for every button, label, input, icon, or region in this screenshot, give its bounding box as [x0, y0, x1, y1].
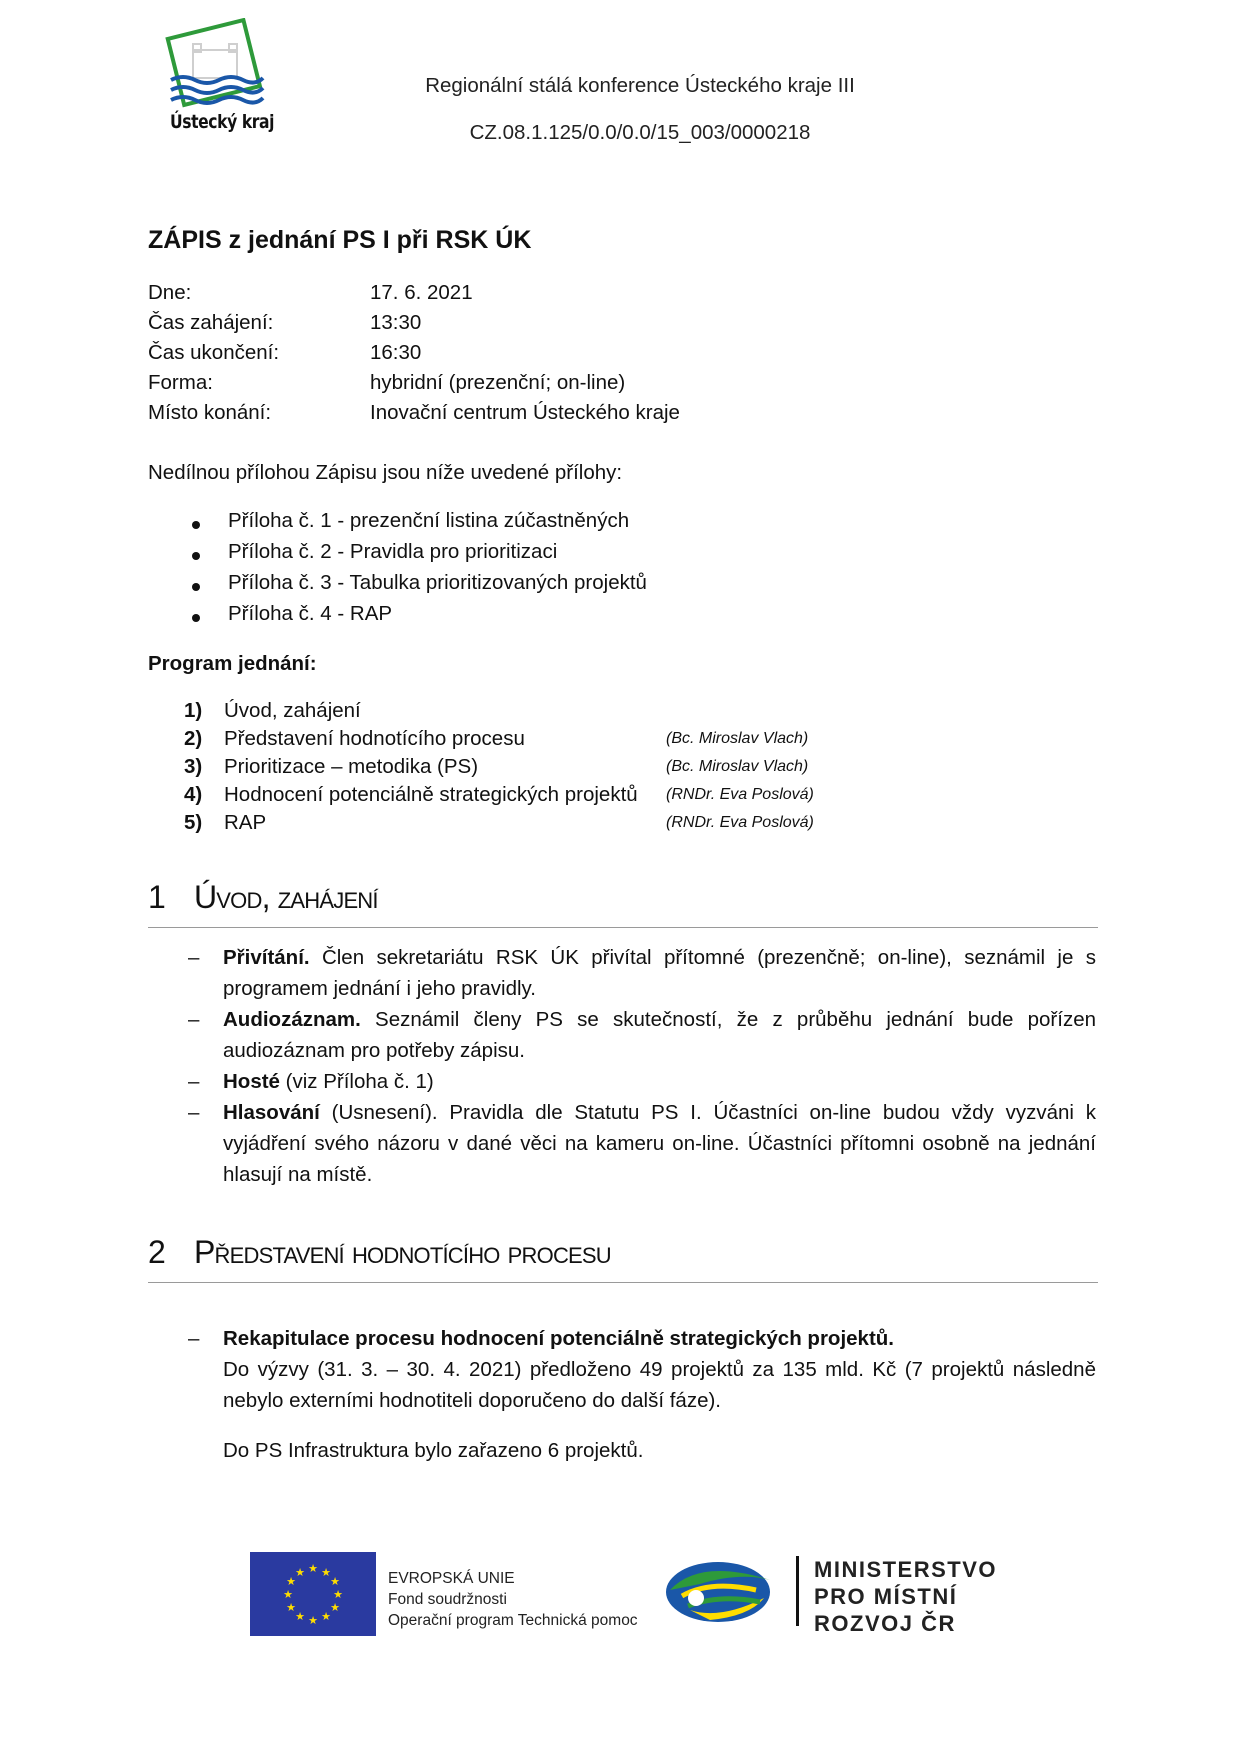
svg-text:★: ★	[308, 1614, 318, 1627]
program-item	[148, 811, 848, 839]
section-2-item-recap	[223, 1323, 1096, 1416]
eu-text	[388, 1568, 638, 1631]
logo-text: Ústecký kraj	[170, 111, 275, 133]
eu-line: Operační program Technická pomoc	[388, 1612, 638, 1629]
item-lead: Rekapitulace procesu hodnocení potenciálně strategických projektů.	[223, 1327, 894, 1350]
section-1-heading	[148, 875, 1098, 928]
svg-text:★: ★	[330, 1575, 340, 1588]
section-1-item-audio	[223, 1004, 1096, 1066]
dash-icon: –	[188, 1327, 200, 1350]
attachments-intro: Nedílnou přílohou Zápisu jsou níže uvedené přílohy:	[148, 461, 623, 484]
svg-text:★: ★	[286, 1575, 296, 1588]
dash-icon: –	[188, 1070, 200, 1093]
item-lead: Hosté	[223, 1070, 280, 1093]
dash-icon: –	[188, 946, 200, 969]
section-number: 1	[148, 879, 166, 915]
bullet-icon	[192, 521, 200, 529]
program-item-number: 1)	[184, 699, 203, 722]
program-item-number: 2)	[184, 727, 203, 750]
program-item	[148, 755, 848, 783]
mmr-text	[814, 1556, 997, 1637]
section-title: Představení hodnotícího procesu	[194, 1234, 611, 1270]
svg-text:★: ★	[330, 1601, 340, 1614]
mmr-logo-icon	[660, 1550, 780, 1630]
attachment-item: Příloha č. 4 - RAP	[228, 602, 393, 625]
attachment-item: Příloha č. 3 - Tabulka prioritizovaných projektů	[228, 571, 647, 594]
program-item	[148, 699, 848, 727]
dash-icon: –	[188, 1101, 200, 1124]
mmr-line: PRO MÍSTNÍ	[814, 1584, 958, 1609]
item-text: Člen sekretariátu RSK ÚK přivítal přítomné (prezenčně; on-line), seznámil je s programem jednání i jeho pravidly.	[223, 946, 1096, 1000]
item-text: Seznámil členy PS se skutečností, že z průběhu jednání bude pořízen audiozáznam pro potřeby zápisu.	[223, 1008, 1096, 1062]
item-text: (viz Příloha č. 1)	[279, 1070, 434, 1093]
program-item-presenter: (Bc. Miroslav Vlach)	[666, 730, 809, 747]
info-label: Čas zahájení:	[148, 311, 274, 334]
item-lead: Hlasování	[223, 1101, 320, 1124]
mmr-divider	[796, 1556, 799, 1626]
svg-text:★: ★	[283, 1588, 293, 1601]
svg-text:★: ★	[321, 1610, 331, 1623]
program-item-presenter: (RNDr. Eva Poslová)	[666, 814, 814, 831]
dash-icon: –	[188, 1008, 200, 1031]
section-2-note: Do PS Infrastruktura bylo zařazeno 6 projektů.	[223, 1439, 644, 1462]
info-value: Inovační centrum Ústeckého kraje	[370, 401, 680, 424]
bullet-icon	[192, 614, 200, 622]
header-conference: Regionální stálá konference Ústeckého kraje III	[425, 74, 855, 97]
program-item-number: 4)	[184, 783, 203, 806]
mmr-line: ROZVOJ ČR	[814, 1611, 956, 1636]
attachment-item: Příloha č. 2 - Pravidla pro prioritizaci	[228, 540, 558, 563]
item-text: (Usnesení). Pravidla dle Statutu PS I. Účastníci on-line budou vždy vyzváni k vyjádření svého názoru v dané věci na kameru on-line. Účastníci přítomni osobně na jednání hlasují na místě.	[223, 1101, 1096, 1186]
svg-text:★: ★	[295, 1610, 305, 1623]
eu-flag-icon	[250, 1552, 376, 1636]
svg-text:★: ★	[295, 1566, 305, 1579]
program-item-number: 5)	[184, 811, 203, 834]
info-value: 13:30	[370, 311, 422, 334]
svg-text:★: ★	[308, 1562, 318, 1575]
program-item	[148, 727, 848, 755]
program-item-presenter: (Bc. Miroslav Vlach)	[666, 758, 809, 775]
item-lead: Přivítání.	[223, 946, 310, 969]
section-1-item-guests	[223, 1066, 1096, 1097]
info-value: hybridní (prezenční; on-line)	[370, 371, 626, 394]
program-item-text: Hodnocení potenciálně strategických projektů	[224, 783, 638, 806]
info-value: 16:30	[370, 341, 422, 364]
info-label: Čas ukončení:	[148, 341, 280, 364]
item-text: Do výzvy (31. 3. – 30. 4. 2021) předloženo 49 projektů za 135 mld. Kč (7 projektů následně nebylo externími hodnotiteli doporučeno do další fáze).	[223, 1358, 1096, 1412]
bullet-icon	[192, 552, 200, 560]
program-item-presenter: (RNDr. Eva Poslová)	[666, 786, 814, 803]
section-title: Úvod, zahájení	[194, 879, 378, 915]
info-label: Místo konání:	[148, 401, 272, 424]
svg-text:★: ★	[321, 1566, 331, 1579]
mmr-line: MINISTERSTVO	[814, 1557, 998, 1582]
program-item-text: Představení hodnotícího procesu	[224, 727, 525, 750]
bullet-icon	[192, 583, 200, 591]
item-lead: Audiozáznam.	[223, 1008, 361, 1031]
program-item-text: RAP	[224, 811, 267, 834]
info-label: Dne:	[148, 281, 192, 304]
program-item-text: Prioritizace – metodika (PS)	[224, 755, 479, 778]
svg-text:★: ★	[286, 1601, 296, 1614]
program-title: Program jednání:	[148, 652, 317, 675]
section-2-heading	[148, 1230, 1098, 1283]
info-label: Forma:	[148, 371, 213, 394]
section-1-item-voting	[223, 1097, 1096, 1190]
eu-line: Fond soudržnosti	[388, 1591, 507, 1608]
document-title: ZÁPIS z jednání PS I při RSK ÚK	[148, 226, 532, 254]
header-project-code: CZ.08.1.125/0.0/0.0/15_003/0000218	[469, 121, 811, 144]
program-item	[148, 783, 848, 811]
info-value: 17. 6. 2021	[370, 281, 473, 304]
program-item-number: 3)	[184, 755, 203, 778]
program-item-text: Úvod, zahájení	[224, 699, 361, 722]
section-1-item-welcome	[223, 942, 1096, 1004]
eu-line: EVROPSKÁ UNIE	[388, 1570, 515, 1587]
section-number: 2	[148, 1234, 166, 1270]
attachment-item: Příloha č. 1 - prezenční listina zúčastněných	[228, 509, 630, 532]
svg-text:★: ★	[333, 1588, 343, 1601]
